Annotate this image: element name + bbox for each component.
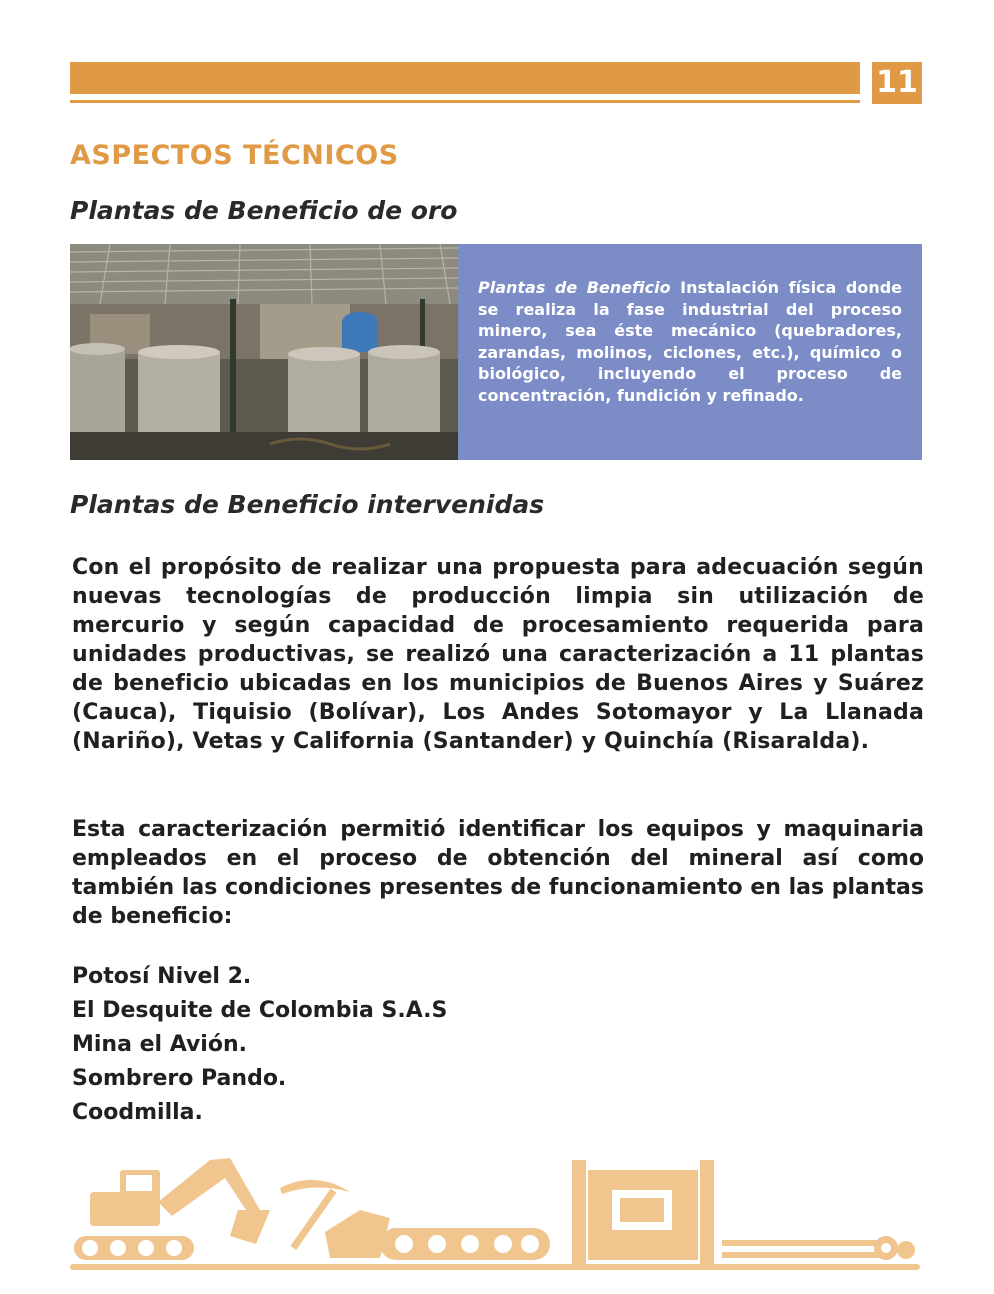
- info-box-lead: Plantas de Beneficio: [478, 278, 671, 297]
- list-item: Potosí Nivel 2.: [72, 964, 252, 989]
- plant-list: [72, 960, 447, 1130]
- list-item: Sombrero Pando.: [72, 1066, 287, 1091]
- list-item: Coodmilla.: [72, 1100, 203, 1125]
- section-title: ASPECTOS TÉCNICOS: [70, 140, 399, 171]
- header-rule: [70, 100, 860, 103]
- plant-photo: [70, 244, 458, 460]
- heading-gold-plants: Plantas de Beneficio de oro: [70, 196, 458, 225]
- info-box-body: Instalación física donde se realiza la fase industrial del proceso minero, sea éste mecánico (quebradores, zarandas, molinos, ciclones, etc.), químico o biológico, incluyendo el proceso de concentración, fundición y refinado.: [478, 278, 903, 405]
- info-box-text: [478, 277, 902, 406]
- header-bar: [70, 62, 860, 94]
- heading-intervened-plants: Plantas de Beneficio intervenidas: [70, 490, 545, 519]
- mining-machinery-illustration: [60, 1140, 940, 1280]
- page-number: 11: [872, 62, 922, 104]
- paragraph-intro: Con el propósito de realizar una propuesta para adecuación según nuevas tecnologías de producción limpia sin utilización de mercurio y según capacidad de procesamiento requerida para unidades productivas, se realizó una caracterización a 11 plantas de beneficio ubicadas en los municipios de Buenos Aires y Suárez (Cauca), Tiquisio (Bolívar), Los Andes Sotomayor y La Llanada (Nariño), Vetas y California (Santander) y Quinchía (Risaralda).: [72, 555, 924, 754]
- paragraph-characterization: Esta caracterización permitió identificar los equipos y maquinaria empleados en el proceso de obtención del mineral así como también las condiciones presentes de funcionamiento en las plantas de beneficio:: [72, 817, 924, 929]
- list-item: Mina el Avión.: [72, 1032, 247, 1057]
- list-item: El Desquite de Colombia S.A.S: [72, 998, 448, 1023]
